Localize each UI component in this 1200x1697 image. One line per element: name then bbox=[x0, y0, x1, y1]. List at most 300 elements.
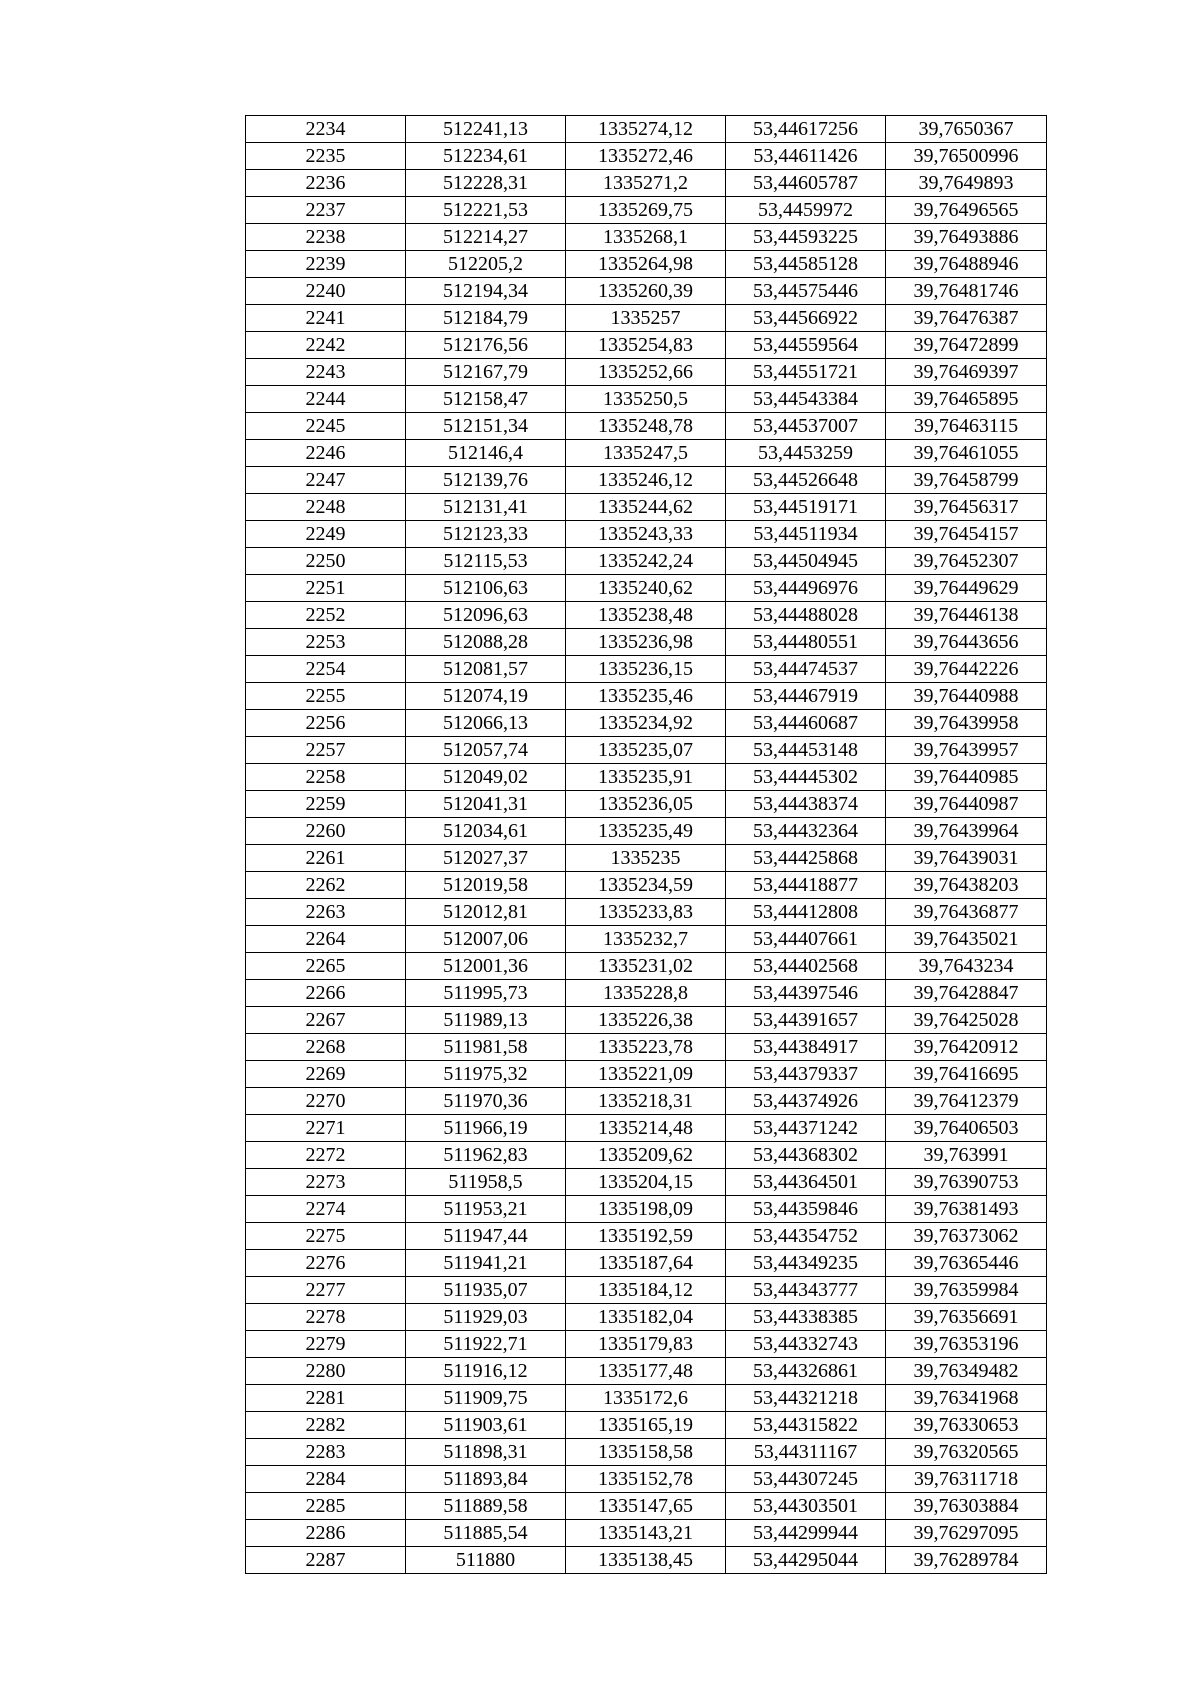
x-coordinate-cell: 512115,53 bbox=[406, 548, 566, 575]
x-coordinate-cell: 512214,27 bbox=[406, 224, 566, 251]
table-row bbox=[246, 899, 1047, 926]
table-row bbox=[246, 1412, 1047, 1439]
longitude-cell: 39,76349482 bbox=[886, 1358, 1047, 1385]
latitude-cell: 53,44354752 bbox=[726, 1223, 886, 1250]
longitude-cell: 39,76438203 bbox=[886, 872, 1047, 899]
latitude-cell: 53,44315822 bbox=[726, 1412, 886, 1439]
longitude-cell: 39,7650367 bbox=[886, 116, 1047, 143]
table-row bbox=[246, 1034, 1047, 1061]
longitude-cell: 39,763991 bbox=[886, 1142, 1047, 1169]
longitude-cell: 39,76412379 bbox=[886, 1088, 1047, 1115]
table-row bbox=[246, 359, 1047, 386]
table-row bbox=[246, 413, 1047, 440]
x-coordinate-cell: 512001,36 bbox=[406, 953, 566, 980]
longitude-cell: 39,7649893 bbox=[886, 170, 1047, 197]
latitude-cell: 53,44368302 bbox=[726, 1142, 886, 1169]
longitude-cell: 39,76472899 bbox=[886, 332, 1047, 359]
longitude-cell: 39,76463115 bbox=[886, 413, 1047, 440]
table-row bbox=[246, 1304, 1047, 1331]
y-coordinate-cell: 1335138,45 bbox=[566, 1547, 726, 1574]
x-coordinate-cell: 511898,31 bbox=[406, 1439, 566, 1466]
longitude-cell: 39,76341968 bbox=[886, 1385, 1047, 1412]
table-row bbox=[246, 170, 1047, 197]
y-coordinate-cell: 1335235,49 bbox=[566, 818, 726, 845]
x-coordinate-cell: 512066,13 bbox=[406, 710, 566, 737]
point-number-cell: 2256 bbox=[246, 710, 406, 737]
table-row bbox=[246, 926, 1047, 953]
point-number-cell: 2245 bbox=[246, 413, 406, 440]
x-coordinate-cell: 511958,5 bbox=[406, 1169, 566, 1196]
x-coordinate-cell: 512158,47 bbox=[406, 386, 566, 413]
point-number-cell: 2272 bbox=[246, 1142, 406, 1169]
x-coordinate-cell: 511889,58 bbox=[406, 1493, 566, 1520]
longitude-cell: 39,76469397 bbox=[886, 359, 1047, 386]
y-coordinate-cell: 1335242,24 bbox=[566, 548, 726, 575]
table-row bbox=[246, 1196, 1047, 1223]
latitude-cell: 53,44397546 bbox=[726, 980, 886, 1007]
x-coordinate-cell: 512049,02 bbox=[406, 764, 566, 791]
point-number-cell: 2248 bbox=[246, 494, 406, 521]
point-number-cell: 2276 bbox=[246, 1250, 406, 1277]
table-row bbox=[246, 575, 1047, 602]
latitude-cell: 53,44384917 bbox=[726, 1034, 886, 1061]
latitude-cell: 53,44299944 bbox=[726, 1520, 886, 1547]
table-row bbox=[246, 602, 1047, 629]
x-coordinate-cell: 512241,13 bbox=[406, 116, 566, 143]
table-row bbox=[246, 1385, 1047, 1412]
x-coordinate-cell: 512234,61 bbox=[406, 143, 566, 170]
latitude-cell: 53,44543384 bbox=[726, 386, 886, 413]
x-coordinate-cell: 511953,21 bbox=[406, 1196, 566, 1223]
longitude-cell: 39,76381493 bbox=[886, 1196, 1047, 1223]
y-coordinate-cell: 1335248,78 bbox=[566, 413, 726, 440]
y-coordinate-cell: 1335235,07 bbox=[566, 737, 726, 764]
longitude-cell: 39,76461055 bbox=[886, 440, 1047, 467]
y-coordinate-cell: 1335271,2 bbox=[566, 170, 726, 197]
y-coordinate-cell: 1335269,75 bbox=[566, 197, 726, 224]
point-number-cell: 2238 bbox=[246, 224, 406, 251]
latitude-cell: 53,44349235 bbox=[726, 1250, 886, 1277]
point-number-cell: 2251 bbox=[246, 575, 406, 602]
latitude-cell: 53,44445302 bbox=[726, 764, 886, 791]
y-coordinate-cell: 1335158,58 bbox=[566, 1439, 726, 1466]
table-row bbox=[246, 494, 1047, 521]
latitude-cell: 53,44474537 bbox=[726, 656, 886, 683]
x-coordinate-cell: 511880 bbox=[406, 1547, 566, 1574]
latitude-cell: 53,44496976 bbox=[726, 575, 886, 602]
x-coordinate-cell: 512176,56 bbox=[406, 332, 566, 359]
table-row bbox=[246, 116, 1047, 143]
point-number-cell: 2270 bbox=[246, 1088, 406, 1115]
x-coordinate-cell: 512074,19 bbox=[406, 683, 566, 710]
point-number-cell: 2243 bbox=[246, 359, 406, 386]
longitude-cell: 39,7643234 bbox=[886, 953, 1047, 980]
latitude-cell: 53,44467919 bbox=[726, 683, 886, 710]
point-number-cell: 2260 bbox=[246, 818, 406, 845]
longitude-cell: 39,76465895 bbox=[886, 386, 1047, 413]
latitude-cell: 53,44551721 bbox=[726, 359, 886, 386]
y-coordinate-cell: 1335187,64 bbox=[566, 1250, 726, 1277]
longitude-cell: 39,76416695 bbox=[886, 1061, 1047, 1088]
latitude-cell: 53,44585128 bbox=[726, 251, 886, 278]
y-coordinate-cell: 1335179,83 bbox=[566, 1331, 726, 1358]
longitude-cell: 39,76493886 bbox=[886, 224, 1047, 251]
table-row bbox=[246, 1250, 1047, 1277]
y-coordinate-cell: 1335152,78 bbox=[566, 1466, 726, 1493]
y-coordinate-cell: 1335184,12 bbox=[566, 1277, 726, 1304]
table-row bbox=[246, 1520, 1047, 1547]
point-number-cell: 2280 bbox=[246, 1358, 406, 1385]
coordinates-table bbox=[245, 115, 1047, 1574]
longitude-cell: 39,76297095 bbox=[886, 1520, 1047, 1547]
point-number-cell: 2258 bbox=[246, 764, 406, 791]
longitude-cell: 39,76289784 bbox=[886, 1547, 1047, 1574]
point-number-cell: 2255 bbox=[246, 683, 406, 710]
longitude-cell: 39,76320565 bbox=[886, 1439, 1047, 1466]
x-coordinate-cell: 512194,34 bbox=[406, 278, 566, 305]
table-row bbox=[246, 278, 1047, 305]
latitude-cell: 53,44575446 bbox=[726, 278, 886, 305]
table-row bbox=[246, 1358, 1047, 1385]
point-number-cell: 2266 bbox=[246, 980, 406, 1007]
latitude-cell: 53,44374926 bbox=[726, 1088, 886, 1115]
latitude-cell: 53,44488028 bbox=[726, 602, 886, 629]
x-coordinate-cell: 511909,75 bbox=[406, 1385, 566, 1412]
latitude-cell: 53,44311167 bbox=[726, 1439, 886, 1466]
point-number-cell: 2234 bbox=[246, 116, 406, 143]
table-row bbox=[246, 818, 1047, 845]
longitude-cell: 39,76439957 bbox=[886, 737, 1047, 764]
point-number-cell: 2265 bbox=[246, 953, 406, 980]
x-coordinate-cell: 512131,41 bbox=[406, 494, 566, 521]
x-coordinate-cell: 511966,19 bbox=[406, 1115, 566, 1142]
x-coordinate-cell: 511962,83 bbox=[406, 1142, 566, 1169]
latitude-cell: 53,44359846 bbox=[726, 1196, 886, 1223]
longitude-cell: 39,76439964 bbox=[886, 818, 1047, 845]
y-coordinate-cell: 1335235 bbox=[566, 845, 726, 872]
longitude-cell: 39,76449629 bbox=[886, 575, 1047, 602]
latitude-cell: 53,44303501 bbox=[726, 1493, 886, 1520]
table-row bbox=[246, 467, 1047, 494]
x-coordinate-cell: 511947,44 bbox=[406, 1223, 566, 1250]
latitude-cell: 53,4453259 bbox=[726, 440, 886, 467]
x-coordinate-cell: 512106,63 bbox=[406, 575, 566, 602]
x-coordinate-cell: 511885,54 bbox=[406, 1520, 566, 1547]
y-coordinate-cell: 1335264,98 bbox=[566, 251, 726, 278]
y-coordinate-cell: 1335147,65 bbox=[566, 1493, 726, 1520]
latitude-cell: 53,44438374 bbox=[726, 791, 886, 818]
x-coordinate-cell: 512034,61 bbox=[406, 818, 566, 845]
latitude-cell: 53,44407661 bbox=[726, 926, 886, 953]
table-row bbox=[246, 629, 1047, 656]
point-number-cell: 2273 bbox=[246, 1169, 406, 1196]
point-number-cell: 2249 bbox=[246, 521, 406, 548]
table-row bbox=[246, 953, 1047, 980]
x-coordinate-cell: 512096,63 bbox=[406, 602, 566, 629]
y-coordinate-cell: 1335233,83 bbox=[566, 899, 726, 926]
x-coordinate-cell: 511893,84 bbox=[406, 1466, 566, 1493]
table-row bbox=[246, 1169, 1047, 1196]
point-number-cell: 2241 bbox=[246, 305, 406, 332]
point-number-cell: 2267 bbox=[246, 1007, 406, 1034]
y-coordinate-cell: 1335231,02 bbox=[566, 953, 726, 980]
y-coordinate-cell: 1335235,46 bbox=[566, 683, 726, 710]
table-row bbox=[246, 764, 1047, 791]
point-number-cell: 2261 bbox=[246, 845, 406, 872]
point-number-cell: 2246 bbox=[246, 440, 406, 467]
x-coordinate-cell: 512139,76 bbox=[406, 467, 566, 494]
longitude-cell: 39,76452307 bbox=[886, 548, 1047, 575]
y-coordinate-cell: 1335204,15 bbox=[566, 1169, 726, 1196]
point-number-cell: 2250 bbox=[246, 548, 406, 575]
x-coordinate-cell: 512146,4 bbox=[406, 440, 566, 467]
latitude-cell: 53,44537007 bbox=[726, 413, 886, 440]
y-coordinate-cell: 1335250,5 bbox=[566, 386, 726, 413]
point-number-cell: 2281 bbox=[246, 1385, 406, 1412]
table-row bbox=[246, 1547, 1047, 1574]
y-coordinate-cell: 1335223,78 bbox=[566, 1034, 726, 1061]
latitude-cell: 53,4459972 bbox=[726, 197, 886, 224]
point-number-cell: 2275 bbox=[246, 1223, 406, 1250]
longitude-cell: 39,76454157 bbox=[886, 521, 1047, 548]
coordinates-table-body bbox=[246, 116, 1047, 1574]
y-coordinate-cell: 1335272,46 bbox=[566, 143, 726, 170]
table-row bbox=[246, 1466, 1047, 1493]
latitude-cell: 53,44412808 bbox=[726, 899, 886, 926]
point-number-cell: 2254 bbox=[246, 656, 406, 683]
y-coordinate-cell: 1335236,98 bbox=[566, 629, 726, 656]
point-number-cell: 2271 bbox=[246, 1115, 406, 1142]
table-row bbox=[246, 1493, 1047, 1520]
longitude-cell: 39,76365446 bbox=[886, 1250, 1047, 1277]
y-coordinate-cell: 1335218,31 bbox=[566, 1088, 726, 1115]
y-coordinate-cell: 1335182,04 bbox=[566, 1304, 726, 1331]
longitude-cell: 39,76458799 bbox=[886, 467, 1047, 494]
longitude-cell: 39,76440987 bbox=[886, 791, 1047, 818]
longitude-cell: 39,76446138 bbox=[886, 602, 1047, 629]
latitude-cell: 53,44519171 bbox=[726, 494, 886, 521]
point-number-cell: 2282 bbox=[246, 1412, 406, 1439]
point-number-cell: 2285 bbox=[246, 1493, 406, 1520]
latitude-cell: 53,44332743 bbox=[726, 1331, 886, 1358]
latitude-cell: 53,44371242 bbox=[726, 1115, 886, 1142]
latitude-cell: 53,44295044 bbox=[726, 1547, 886, 1574]
table-row bbox=[246, 332, 1047, 359]
table-row bbox=[246, 1088, 1047, 1115]
latitude-cell: 53,44402568 bbox=[726, 953, 886, 980]
latitude-cell: 53,44593225 bbox=[726, 224, 886, 251]
longitude-cell: 39,76442226 bbox=[886, 656, 1047, 683]
y-coordinate-cell: 1335221,09 bbox=[566, 1061, 726, 1088]
table-row bbox=[246, 1061, 1047, 1088]
table-row bbox=[246, 1142, 1047, 1169]
longitude-cell: 39,76420912 bbox=[886, 1034, 1047, 1061]
point-number-cell: 2262 bbox=[246, 872, 406, 899]
point-number-cell: 2277 bbox=[246, 1277, 406, 1304]
table-row bbox=[246, 386, 1047, 413]
x-coordinate-cell: 512081,57 bbox=[406, 656, 566, 683]
point-number-cell: 2278 bbox=[246, 1304, 406, 1331]
x-coordinate-cell: 512027,37 bbox=[406, 845, 566, 872]
table-row bbox=[246, 143, 1047, 170]
table-row bbox=[246, 656, 1047, 683]
y-coordinate-cell: 1335234,59 bbox=[566, 872, 726, 899]
y-coordinate-cell: 1335209,62 bbox=[566, 1142, 726, 1169]
table-row bbox=[246, 251, 1047, 278]
longitude-cell: 39,76356691 bbox=[886, 1304, 1047, 1331]
x-coordinate-cell: 512019,58 bbox=[406, 872, 566, 899]
x-coordinate-cell: 512123,33 bbox=[406, 521, 566, 548]
longitude-cell: 39,76481746 bbox=[886, 278, 1047, 305]
y-coordinate-cell: 1335247,5 bbox=[566, 440, 726, 467]
x-coordinate-cell: 511903,61 bbox=[406, 1412, 566, 1439]
x-coordinate-cell: 511941,21 bbox=[406, 1250, 566, 1277]
latitude-cell: 53,44566922 bbox=[726, 305, 886, 332]
y-coordinate-cell: 1335177,48 bbox=[566, 1358, 726, 1385]
latitude-cell: 53,44379337 bbox=[726, 1061, 886, 1088]
point-number-cell: 2257 bbox=[246, 737, 406, 764]
latitude-cell: 53,44460687 bbox=[726, 710, 886, 737]
y-coordinate-cell: 1335244,62 bbox=[566, 494, 726, 521]
latitude-cell: 53,44326861 bbox=[726, 1358, 886, 1385]
x-coordinate-cell: 511970,36 bbox=[406, 1088, 566, 1115]
point-number-cell: 2284 bbox=[246, 1466, 406, 1493]
x-coordinate-cell: 511935,07 bbox=[406, 1277, 566, 1304]
latitude-cell: 53,44453148 bbox=[726, 737, 886, 764]
y-coordinate-cell: 1335236,05 bbox=[566, 791, 726, 818]
longitude-cell: 39,76476387 bbox=[886, 305, 1047, 332]
y-coordinate-cell: 1335172,6 bbox=[566, 1385, 726, 1412]
longitude-cell: 39,76330653 bbox=[886, 1412, 1047, 1439]
latitude-cell: 53,44418877 bbox=[726, 872, 886, 899]
point-number-cell: 2279 bbox=[246, 1331, 406, 1358]
longitude-cell: 39,76436877 bbox=[886, 899, 1047, 926]
y-coordinate-cell: 1335214,48 bbox=[566, 1115, 726, 1142]
table-row bbox=[246, 224, 1047, 251]
latitude-cell: 53,44617256 bbox=[726, 116, 886, 143]
table-row bbox=[246, 872, 1047, 899]
y-coordinate-cell: 1335143,21 bbox=[566, 1520, 726, 1547]
longitude-cell: 39,76440985 bbox=[886, 764, 1047, 791]
point-number-cell: 2240 bbox=[246, 278, 406, 305]
longitude-cell: 39,76496565 bbox=[886, 197, 1047, 224]
point-number-cell: 2253 bbox=[246, 629, 406, 656]
table-row bbox=[246, 548, 1047, 575]
table-row bbox=[246, 305, 1047, 332]
y-coordinate-cell: 1335235,91 bbox=[566, 764, 726, 791]
x-coordinate-cell: 511995,73 bbox=[406, 980, 566, 1007]
point-number-cell: 2247 bbox=[246, 467, 406, 494]
y-coordinate-cell: 1335254,83 bbox=[566, 332, 726, 359]
x-coordinate-cell: 512041,31 bbox=[406, 791, 566, 818]
longitude-cell: 39,76488946 bbox=[886, 251, 1047, 278]
table-row bbox=[246, 1439, 1047, 1466]
longitude-cell: 39,76456317 bbox=[886, 494, 1047, 521]
point-number-cell: 2264 bbox=[246, 926, 406, 953]
table-row bbox=[246, 980, 1047, 1007]
longitude-cell: 39,76439958 bbox=[886, 710, 1047, 737]
y-coordinate-cell: 1335234,92 bbox=[566, 710, 726, 737]
longitude-cell: 39,76440988 bbox=[886, 683, 1047, 710]
point-number-cell: 2239 bbox=[246, 251, 406, 278]
point-number-cell: 2237 bbox=[246, 197, 406, 224]
latitude-cell: 53,44605787 bbox=[726, 170, 886, 197]
point-number-cell: 2268 bbox=[246, 1034, 406, 1061]
longitude-cell: 39,76500996 bbox=[886, 143, 1047, 170]
y-coordinate-cell: 1335226,38 bbox=[566, 1007, 726, 1034]
x-coordinate-cell: 511922,71 bbox=[406, 1331, 566, 1358]
point-number-cell: 2286 bbox=[246, 1520, 406, 1547]
table-row bbox=[246, 737, 1047, 764]
longitude-cell: 39,76390753 bbox=[886, 1169, 1047, 1196]
point-number-cell: 2244 bbox=[246, 386, 406, 413]
x-coordinate-cell: 512221,53 bbox=[406, 197, 566, 224]
latitude-cell: 53,44511934 bbox=[726, 521, 886, 548]
x-coordinate-cell: 512228,31 bbox=[406, 170, 566, 197]
y-coordinate-cell: 1335240,62 bbox=[566, 575, 726, 602]
latitude-cell: 53,44307245 bbox=[726, 1466, 886, 1493]
point-number-cell: 2259 bbox=[246, 791, 406, 818]
x-coordinate-cell: 512088,28 bbox=[406, 629, 566, 656]
latitude-cell: 53,44321218 bbox=[726, 1385, 886, 1412]
table-row bbox=[246, 845, 1047, 872]
y-coordinate-cell: 1335268,1 bbox=[566, 224, 726, 251]
x-coordinate-cell: 512057,74 bbox=[406, 737, 566, 764]
x-coordinate-cell: 512184,79 bbox=[406, 305, 566, 332]
point-number-cell: 2236 bbox=[246, 170, 406, 197]
latitude-cell: 53,44425868 bbox=[726, 845, 886, 872]
point-number-cell: 2274 bbox=[246, 1196, 406, 1223]
y-coordinate-cell: 1335228,8 bbox=[566, 980, 726, 1007]
point-number-cell: 2235 bbox=[246, 143, 406, 170]
point-number-cell: 2252 bbox=[246, 602, 406, 629]
table-row bbox=[246, 791, 1047, 818]
table-row bbox=[246, 1223, 1047, 1250]
table-row bbox=[246, 197, 1047, 224]
point-number-cell: 2283 bbox=[246, 1439, 406, 1466]
y-coordinate-cell: 1335246,12 bbox=[566, 467, 726, 494]
longitude-cell: 39,76406503 bbox=[886, 1115, 1047, 1142]
y-coordinate-cell: 1335192,59 bbox=[566, 1223, 726, 1250]
longitude-cell: 39,76439031 bbox=[886, 845, 1047, 872]
longitude-cell: 39,76373062 bbox=[886, 1223, 1047, 1250]
latitude-cell: 53,44364501 bbox=[726, 1169, 886, 1196]
y-coordinate-cell: 1335232,7 bbox=[566, 926, 726, 953]
longitude-cell: 39,76311718 bbox=[886, 1466, 1047, 1493]
table-row bbox=[246, 521, 1047, 548]
y-coordinate-cell: 1335236,15 bbox=[566, 656, 726, 683]
y-coordinate-cell: 1335252,66 bbox=[566, 359, 726, 386]
x-coordinate-cell: 512167,79 bbox=[406, 359, 566, 386]
x-coordinate-cell: 512151,34 bbox=[406, 413, 566, 440]
latitude-cell: 53,44480551 bbox=[726, 629, 886, 656]
y-coordinate-cell: 1335165,19 bbox=[566, 1412, 726, 1439]
table-row bbox=[246, 1007, 1047, 1034]
table-row bbox=[246, 683, 1047, 710]
table-row bbox=[246, 440, 1047, 467]
y-coordinate-cell: 1335238,48 bbox=[566, 602, 726, 629]
y-coordinate-cell: 1335260,39 bbox=[566, 278, 726, 305]
longitude-cell: 39,76303884 bbox=[886, 1493, 1047, 1520]
y-coordinate-cell: 1335274,12 bbox=[566, 116, 726, 143]
latitude-cell: 53,44526648 bbox=[726, 467, 886, 494]
x-coordinate-cell: 512007,06 bbox=[406, 926, 566, 953]
y-coordinate-cell: 1335198,09 bbox=[566, 1196, 726, 1223]
y-coordinate-cell: 1335243,33 bbox=[566, 521, 726, 548]
latitude-cell: 53,44504945 bbox=[726, 548, 886, 575]
latitude-cell: 53,44343777 bbox=[726, 1277, 886, 1304]
x-coordinate-cell: 511929,03 bbox=[406, 1304, 566, 1331]
